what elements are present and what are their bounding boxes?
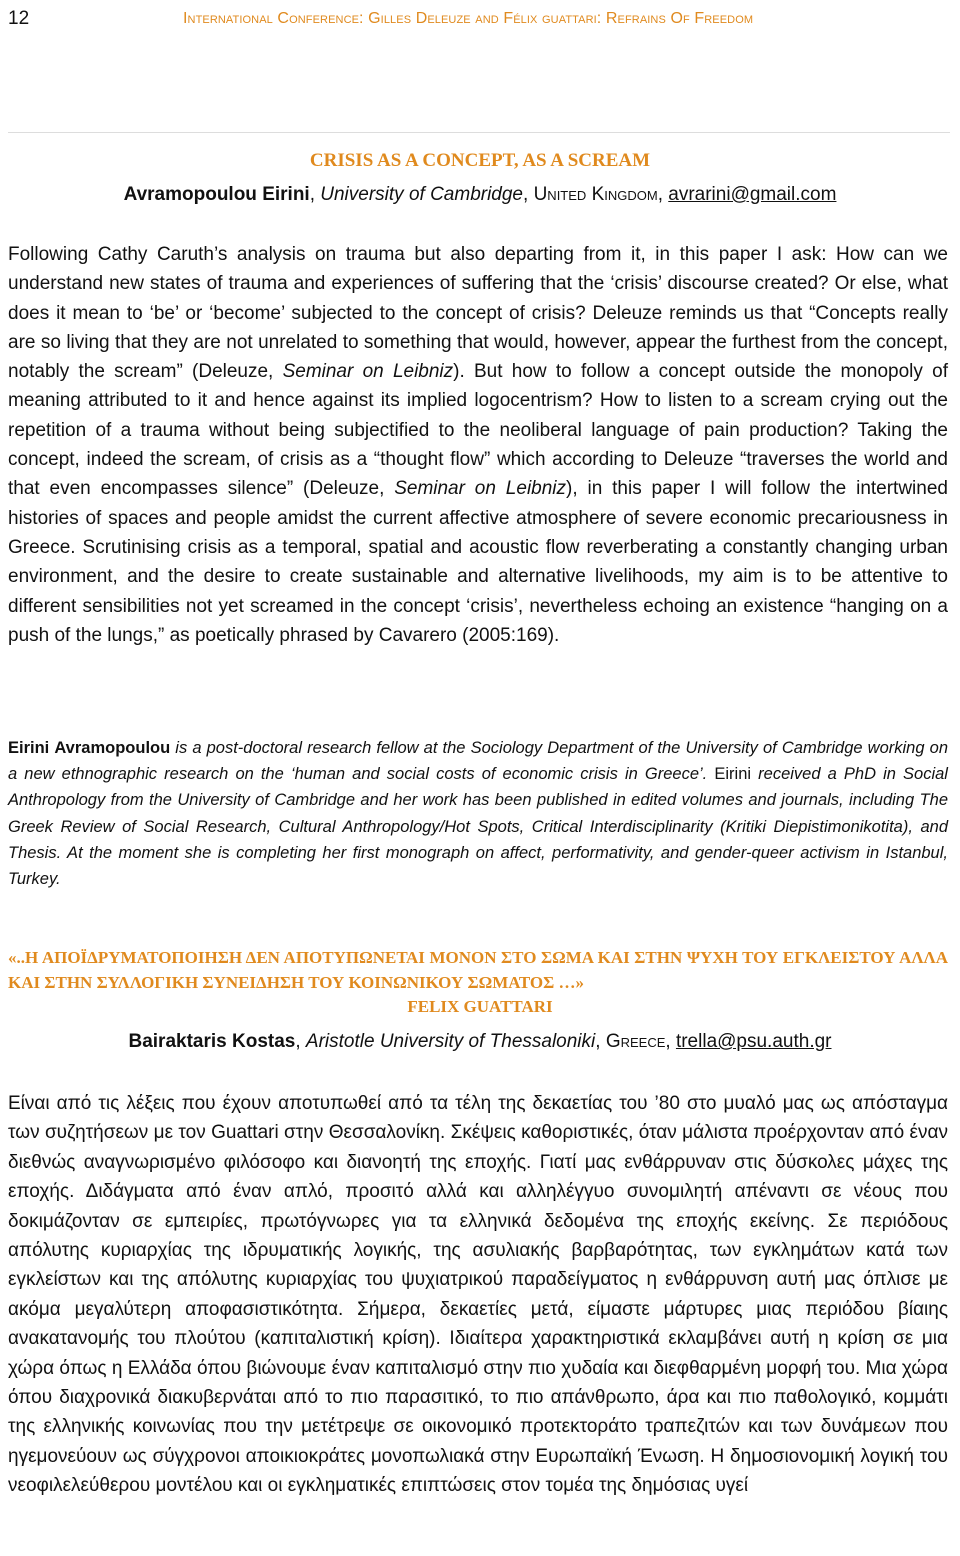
header-divider <box>8 132 950 133</box>
author-separator: , <box>665 1031 676 1052</box>
author-line-b <box>0 1031 960 1053</box>
author-separator: , <box>295 1031 306 1052</box>
author-institution: Aristotle University of Thessaloniki <box>305 1031 596 1052</box>
abstract-paragraph <box>8 240 948 650</box>
author-separator: , <box>309 184 321 205</box>
abstract-text: Following Cathy Caruth’s analysis on trauma but also departing from it, in this paper I ask: How can we understand new states of trauma and experiences of suffering that the ‘crisis’ discourse created? Or else, what does it mean to ‘be’ or ‘become’ subjected to the concept of crisis? Deleuze reminds us that “Concepts really are so living that they are not unrelated to something that would, however, appear the furthest from the concept, notably the scream” (Deleuze, <box>8 244 948 383</box>
author-separator: , <box>523 184 534 205</box>
author-country: United Kingdom <box>533 184 658 205</box>
running-head: International Conference: Gilles Deleuze and Félix guattari: Refrains Of Freedom <box>183 10 754 27</box>
paper-title-greek: «..Η ΑΠΟΪΔΡΥΜΑΤΟΠΟΙΗΣΗ ΔΕΝ ΑΠΟΤΥΠΩΝΕΤΑΙ ΜΟΝΟΝ ΣΤΟ ΣΩΜΑ ΚΑΙ ΣΤΗΝ ΨΥΧΗ ΤΟΥ ΕΓΚΛΕΙΣΤΟΥ ΑΛΛΑ ΚΑΙ ΣΤΗΝ ΣΥΛΛΟΓΙΚΗ ΣΥΝΕΙΔΗΣΗ ΤΟΥ ΚΟΙΝΩΝΙΚΟΥ ΣΩΜΑΤΟΣ …» <box>8 948 948 992</box>
bio-name-last: Avramopoulou <box>54 739 171 757</box>
page-number: 12 <box>8 8 30 29</box>
author-line <box>0 184 960 206</box>
bio-text: received a PhD in Social Anthropology from the University of Cambridge and her work has been published in edited volumes and journals, including The Greek Review of Social Research, Cultural Anthropology/Hot Spots, Critical Interdisciplinarity (Kritiki Diepistimonikotita), and Thesis. At the moment she is completing her first monograph on affect, performativity, and gender-queer activism in Istanbul, Turkey. <box>8 765 948 889</box>
abstract-citation: Seminar on Leibniz <box>282 361 454 383</box>
bio-name-first: Eirini <box>8 739 50 757</box>
author-country: Greece <box>605 1031 666 1052</box>
author-email-link[interactable]: trella@psu.auth.gr <box>675 1031 832 1052</box>
paper-title-attribution: FELIX GUATTARI <box>407 997 553 1016</box>
paper-title: CRISIS AS A CONCEPT, AS A SCREAM <box>309 150 651 171</box>
abstract-paragraph-greek: Είναι από τις λέξεις που έχουν αποτυπωθεί από τα τέλη της δεκαετίας του ’80 στο μυαλό μας ως απόσταγμα των συζητήσεων με τον Guattari στην Θεσσαλονίκη. Σκέψεις καθοριστικές, όταν μάλιστα προέρχονταν από έναν διεθνώς αναγνωρισμένο φιλόσοφο και διανοητή της εποχής. Γιατί μας ενθάρρυναν στις δύσκολες μάχες της εποχής. Διδάγματα από έναν απλό, προσιτό αλλά και αλληλέγγυο συνομιλητή απέναντι σε νέους που δοκιμάζονταν σε εμπειρίες, πρωτόγνωρες για τα ελληνικά δεδομένα της εποχής εκείνης. Σε περιόδους απόλυτης κυριαρχίας της ιδρυματικής λογικής, της ασυλιακής βαρβαρότητας, των εγκλημάτων κατά των εγκλείστων και της απόλυτης κυριαρχίας του ψυχιατρικού παραδείγματος η ενθάρρυνση αυτή μας όπλισε με ακόμα μεγαλύτερη αποφασιστικότητα. Σήμερα, δεκαετίες μετά, είμαστε μάρτυρες μιας περιόδου βίαιης ανακατανομής του πλούτου (καπιταλιστική κρίση). Ιδιαίτερα χαρακτηριστικά εκλαμβάνει αυτή η κρίση σε μια χώρα όπως η Ελλάδα όπου βιώνουμε έναν καπιταλισμό στην πιο χυδαία και διεφθαρμένη μορφή του. Μια χώρα όπου διαχρονικά διακυβερνάται από το πιο παρασιτικό, το πιο απάνθρωπο, άρα και πιο παθολογικό, κομμάτι της ελληνικής κοινωνίας που την μετέτρεψε σε οικονομικό προτεκτοράτο τραπεζιτών και των δυνάμεων που ηγεμονεύουν ως σύγχρονοι αποικιοκράτες μονοπωλιακά στην Ευρωπαϊκή Ένωση. Η δημοσιονομική λογική του νεοφιλελεύθερου μοντέλου και οι εγκληματικές επιπτώσεις στον τομέα της δημόσιας υγεί <box>8 1093 948 1497</box>
author-email-link[interactable]: avrarini@gmail.com <box>668 184 837 205</box>
author-institution: University of Cambridge <box>320 184 524 205</box>
abstract-text: ). But how to follow a concept outside the monopoly of meaning attributed to it and hence against its implied logocentrism? How to listen to a scream crying out the repetition of a trauma without being subjectified to the neoliberal language of pain production? Taking the concept, indeed the scream, of crisis as a “thought flow” which according to Deleuze “traverses the world and that even encompasses silence” (Deleuze, <box>8 361 948 500</box>
abstract-text: ), in this paper I will follow the intertwined histories of spaces and people amidst the current affective atmosphere of severe economic precariousness in Greece. Scrutinising crisis as a temporal, spatial and acoustic flow reverberating a constantly changing urban environment, and the desire to create sustainable and alternative livelihoods, my aim is to be attentive to different sensibilities not yet screamed in the concept ‘crisis’, nevertheless echoing an existence “hanging on a push of the lungs,” as poetically phrased by Cavarero (2005:169). <box>8 478 948 646</box>
abstract-citation: Seminar on Leibniz <box>394 478 567 500</box>
author-name: Avramopoulou Eirini <box>123 184 310 205</box>
bio-name-inline: Eirini <box>714 765 752 784</box>
author-bio <box>8 735 948 892</box>
page-header <box>8 4 950 44</box>
bio-text: is a post-doctoral research fellow at the Sociology Department of the University of Cambridge working on a new ethnographic research on the ‘human and social costs of economic crisis in Greece’. <box>8 739 948 784</box>
author-name: Bairaktaris Kostas <box>128 1031 296 1052</box>
author-separator: , <box>657 184 669 205</box>
author-separator: , <box>595 1031 606 1052</box>
